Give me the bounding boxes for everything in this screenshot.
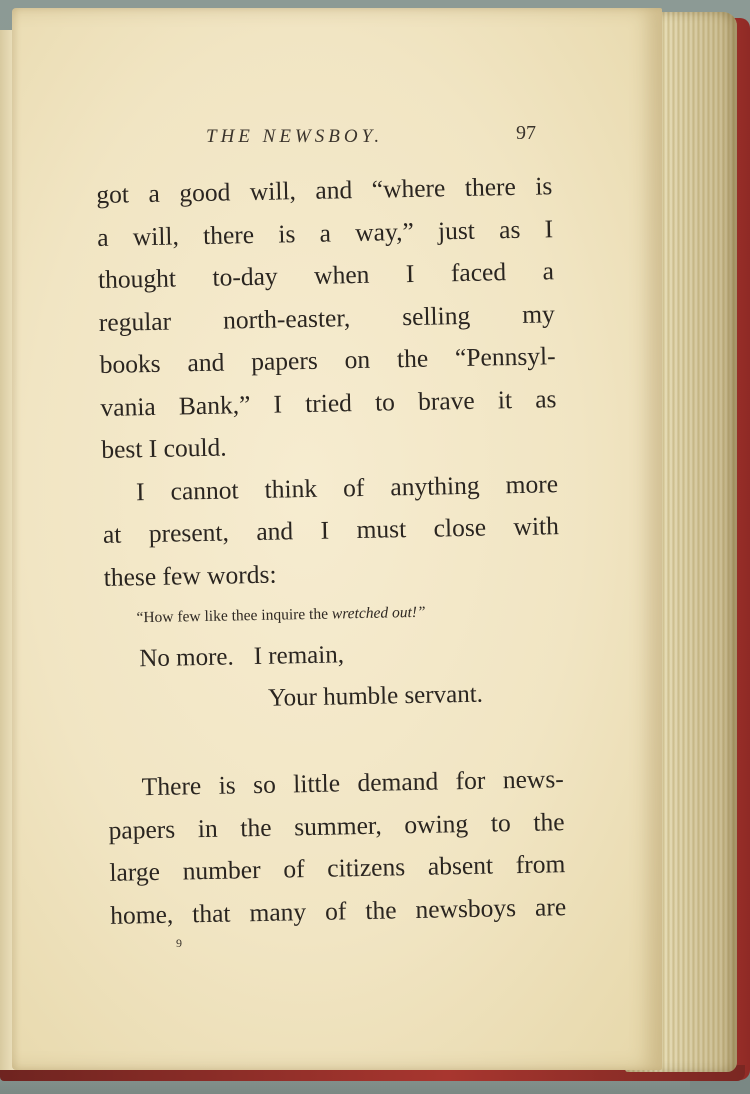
text-line: at present, and I must close with — [102, 511, 560, 549]
body-text — [96, 165, 567, 937]
text-line: large number of citizens absent from — [109, 849, 566, 887]
signoff-text: Your humble servant. — [267, 680, 484, 712]
text-line: thought to-day when I faced a — [97, 256, 555, 294]
text-line: regular north-easter, selling my — [98, 298, 556, 337]
text-line: got a good will, and “where there is — [96, 171, 553, 209]
text-line: There is so little demand for news- — [141, 764, 564, 802]
quotation-italic: wretched out!” — [331, 603, 426, 623]
page-number: 97 — [516, 122, 536, 144]
remain-text: I remain, — [253, 641, 345, 671]
text-line: best I could. — [101, 432, 227, 464]
text-line: home, that many of the newsboys are — [109, 891, 567, 930]
text-line: papers in the summer, owing to the — [108, 806, 565, 845]
no-more-text: No more. — [139, 643, 234, 673]
text-line: books and papers on the “Pennsyl- — [99, 341, 556, 379]
text-line: these few words: — [103, 559, 277, 592]
running-head: THE NEWSBOY. — [206, 126, 384, 147]
text-line: I cannot think of anything more — [135, 468, 559, 506]
signature-mark: 9 — [176, 936, 182, 950]
text-line: a will, there is a way,” just as I — [96, 213, 554, 252]
book-page — [12, 8, 662, 1070]
quotation-text: “How few like thee inquire the — [136, 605, 333, 627]
text-line: vania Bank,” I tried to brave it as — [100, 383, 557, 422]
